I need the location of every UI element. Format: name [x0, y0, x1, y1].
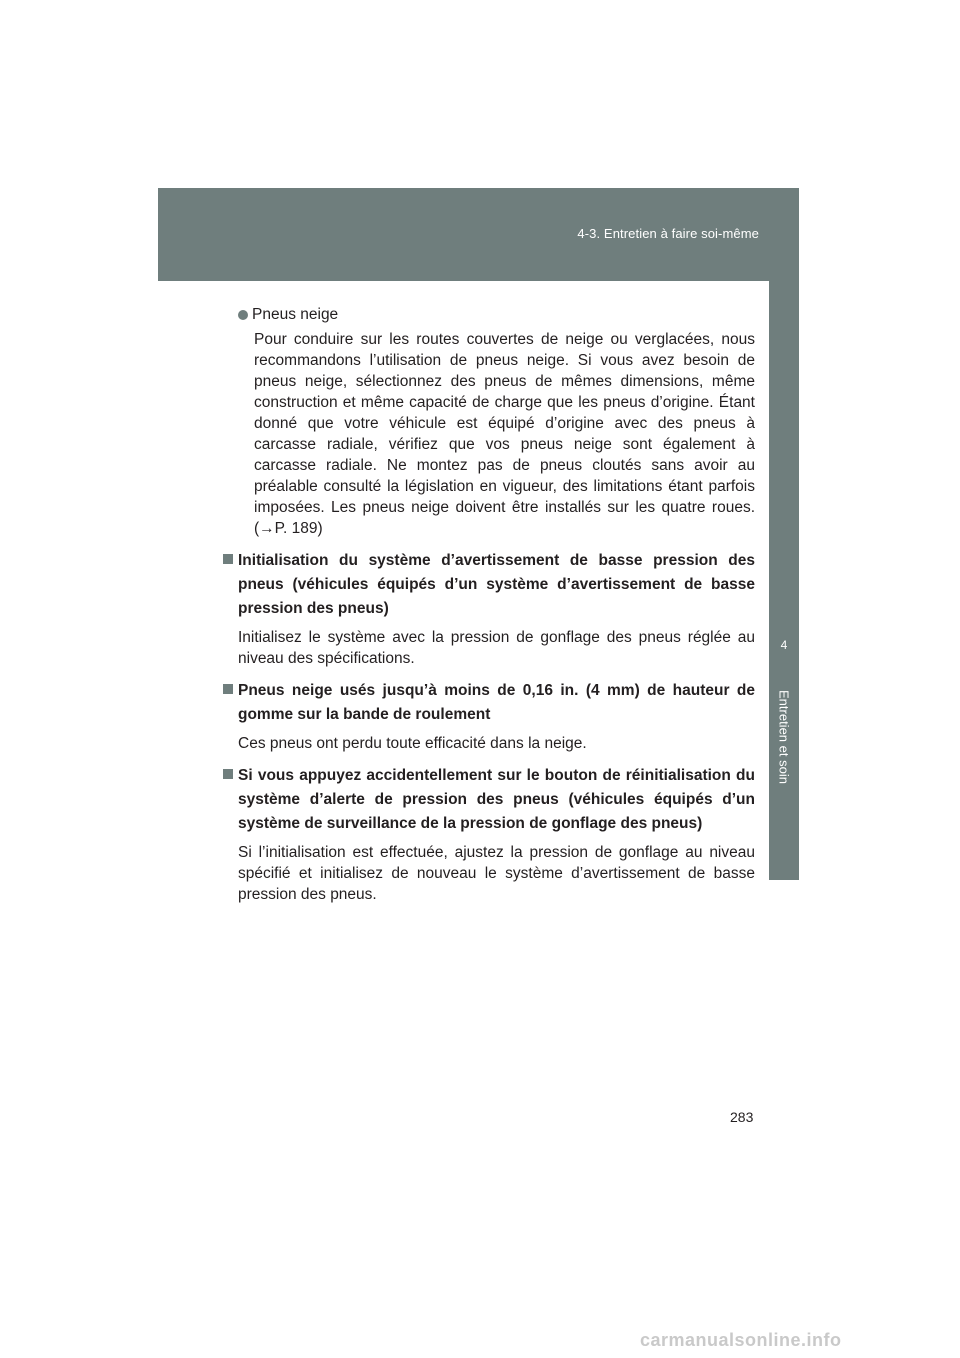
section-worn-snow-tires — [222, 679, 755, 754]
watermark-logo: carmanualsonline.info — [640, 1330, 842, 1350]
snow-tires-title: Pneus neige — [252, 306, 339, 323]
circle-bullet-icon — [238, 310, 248, 320]
square-bullet-icon — [223, 769, 233, 779]
square-bullet-icon — [223, 684, 233, 694]
page-number: 283 — [730, 1109, 754, 1125]
section-reset-button — [222, 764, 755, 905]
square-bullet-icon — [223, 554, 233, 564]
section-tpms-init — [222, 549, 755, 669]
section-title: Initialisation du système d’avertissement de basse pression des pneus (véhicules équipés d’un système d’avertissement de basse pression des pneus) — [238, 552, 755, 617]
snow-tires-item — [222, 304, 755, 539]
section-title: Pneus neige usés jusqu’à moins de 0,16 in. (4 mm) de hauteur de gomme sur la bande de roulement — [238, 682, 755, 723]
header-band — [158, 188, 799, 281]
section-body: Si l’initialisation est effectuée, ajustez la pression de gonflage au niveau spécifié et initialisez de nouveau le système d’avertissement de basse pression des pneus. — [238, 844, 755, 903]
chapter-number: 4 — [780, 638, 788, 652]
page-content — [222, 304, 755, 905]
section-body: Ces pneus ont perdu toute efficacité dans la neige. — [238, 735, 587, 752]
snow-tires-body: Pour conduire sur les routes couvertes de neige ou verglacées, nous recommandons l’utilisation de pneus neige. Si vous avez besoin de pneus neige, sélectionnez des pneus de mêmes dimensions, même construction et même capacité de charge que les pneus d’origine. Étant donné que votre véhicule est équipé d’origine avec des pneus à carcasse radiale, vérifiez que vos pneus neige sont également à carcasse radiale. Ne montez pas de pneus cloutés sans avoir au préalable consulté la législation en vigueur, des limitations étant parfois imposées. Les pneus neige doivent être installés sur les quatre roues. (→P. 189) — [254, 331, 755, 537]
section-header-title: 4-3. Entretien à faire soi-même — [577, 226, 759, 241]
section-body: Initialisez le système avec la pression de gonflage des pneus réglée au niveau des spécifications. — [238, 629, 755, 667]
chapter-side-tab — [769, 280, 799, 880]
section-title: Si vous appuyez accidentellement sur le bouton de réinitialisation du système d’alerte de pression des pneus (véhicules équipés d’un système de surveillance de la pression de gonflage des pneus) — [238, 767, 755, 832]
chapter-label: Entretien et soin — [776, 690, 792, 784]
